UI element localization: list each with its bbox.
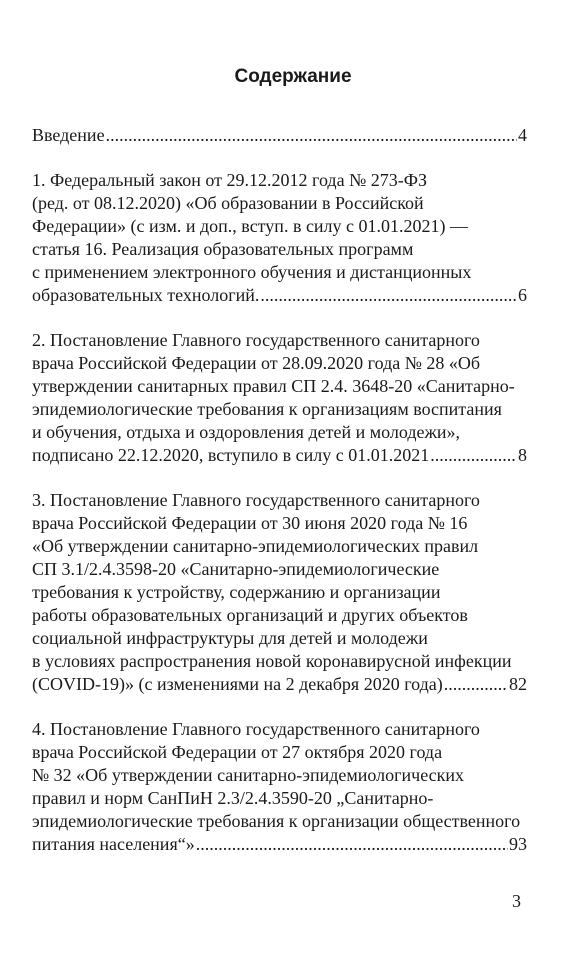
table-of-contents [32, 124, 527, 878]
toc-page-number: 8 [518, 445, 527, 465]
toc-entry-line: врача Российской Федерации от 27 октября 2020 года [32, 742, 443, 762]
dot-leader [444, 673, 508, 696]
toc-entry-line: правил и норм СанПиН 2.3/2.4.3590-20 „Санитарно- [32, 788, 434, 808]
toc-page-number: 82 [509, 674, 527, 694]
toc-entry [32, 718, 527, 856]
toc-entry-line: СП 3.1/2.4.3598-20 «Санитарно-эпидемиологические [32, 559, 440, 579]
toc-entry-text: подписано 22.12.2020, вступило в силу с 01.01.2021 [32, 445, 430, 465]
toc-entry-line: статья 16. Реализация образовательных программ [32, 239, 414, 259]
toc-entry-line: в условиях распространения новой коронавирусной инфекции [32, 651, 512, 671]
toc-entry-line: требования к устройству, содержанию и организации [32, 582, 441, 602]
dot-leader [196, 833, 508, 856]
toc-entry-line: Федерации» (с изм. и доп., вступ. в силу с 01.01.2021) — [32, 216, 469, 236]
toc-entry [32, 489, 527, 696]
toc-entry-line: утверждении санитарных правил СП 2.4. 3648-20 «Санитарно- [32, 376, 515, 396]
toc-entry-line: работы образовательных организаций и других объектов [32, 605, 468, 625]
toc-entry-line: врача Российской Федерации от 28.09.2020 года № 28 «Об [32, 353, 481, 373]
toc-entry-line: № 32 «Об утверждении санитарно-эпидемиологических [32, 765, 465, 785]
dot-leader [430, 444, 517, 467]
toc-entry [32, 124, 527, 147]
dot-leader [260, 284, 517, 307]
toc-entry [32, 329, 527, 467]
page-title: Содержание [234, 66, 352, 87]
toc-entry-line: социальной инфраструктуры для детей и молодежи [32, 628, 428, 648]
toc-page-number: 6 [518, 285, 527, 305]
toc-entry-line: с применением электронного обучения и дистанционных [32, 262, 472, 282]
toc-entry-last-line [32, 833, 527, 856]
toc-entry-line: 3. Постановление Главного государственного санитарного [32, 490, 480, 510]
toc-entry-line: врача Российской Федерации от 30 июня 2020 года № 16 [32, 513, 468, 533]
toc-entry-line: эпидемиологические требования к организации общественного [32, 811, 521, 831]
toc-entry-text: образовательных технологий. [32, 285, 260, 305]
toc-page-number: 93 [509, 834, 527, 854]
toc-entry-line: 4. Постановление Главного государственного санитарного [32, 719, 480, 739]
toc-entry-line: эпидемиологические требования к организациям воспитания [32, 399, 502, 419]
page-number: 3 [512, 891, 521, 911]
toc-page-number: 4 [518, 125, 527, 145]
dot-leader [106, 124, 517, 147]
toc-entry-line: и обучения, отдыха и оздоровления детей и молодежи», [32, 422, 461, 442]
toc-entry-text: Введение [32, 125, 105, 145]
toc-entry [32, 169, 527, 307]
toc-entry-line: 1. Федеральный закон от 29.12.2012 года № 273-ФЗ [32, 170, 427, 190]
toc-entry-line: (ред. от 08.12.2020) «Об образовании в Российской [32, 193, 424, 213]
toc-entry-text: питания населения“» [32, 834, 195, 854]
toc-entry-last-line [32, 673, 527, 696]
toc-entry-line: «Об утверждении санитарно-эпидемиологических правил [32, 536, 479, 556]
toc-entry-last-line [32, 124, 527, 147]
toc-entry-last-line [32, 444, 527, 467]
toc-entry-line: 2. Постановление Главного государственного санитарного [32, 330, 480, 350]
toc-entry-text: (COVID-19)» (с изменениями на 2 декабря 2020 года) [32, 674, 443, 694]
toc-entry-last-line [32, 284, 527, 307]
